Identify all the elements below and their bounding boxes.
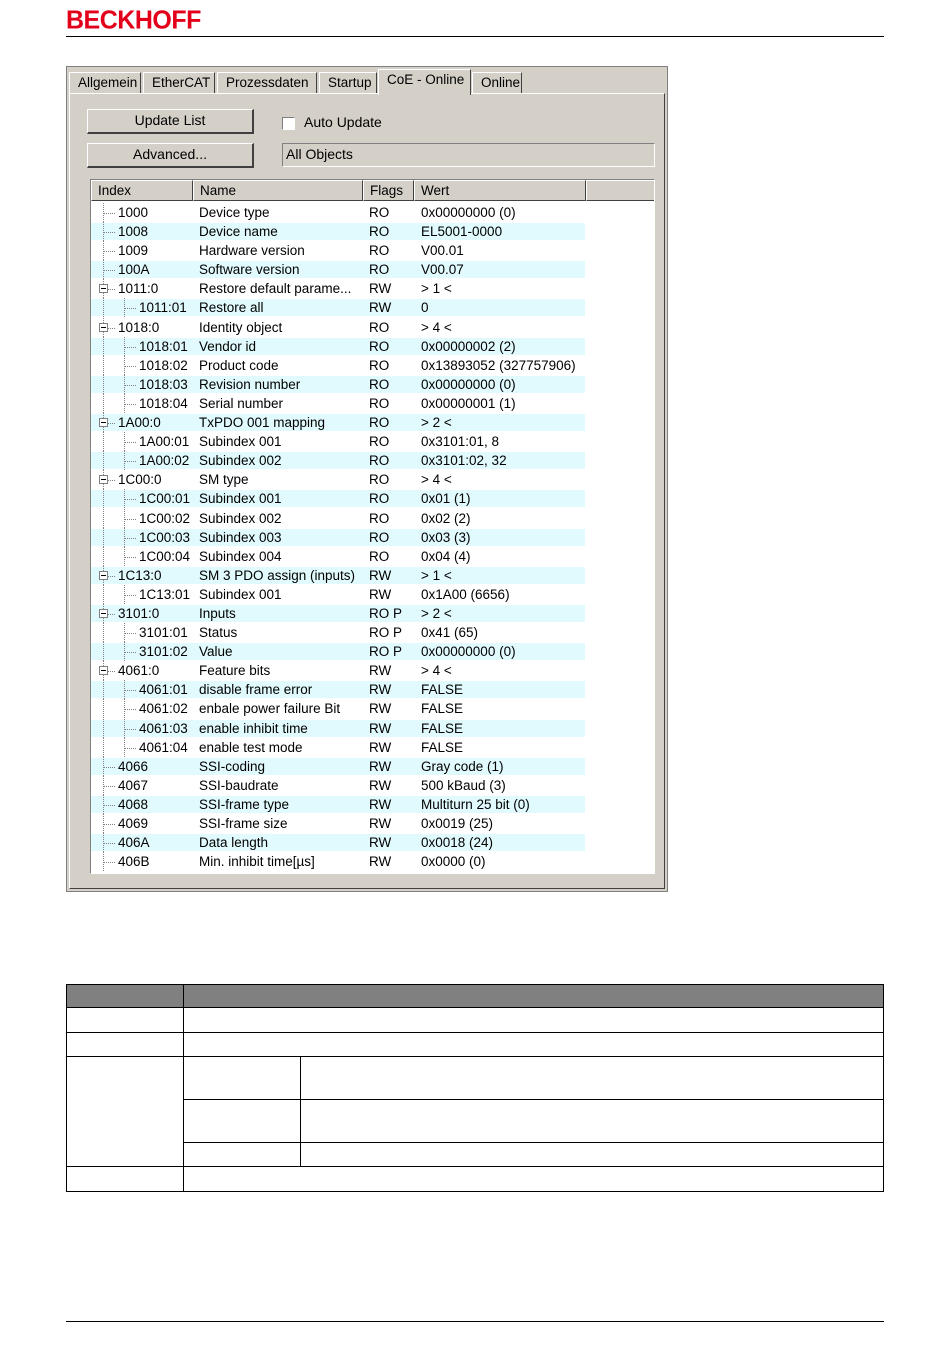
row-name: Subindex 003 bbox=[199, 529, 282, 545]
object-row[interactable] bbox=[91, 776, 654, 795]
tree-line bbox=[124, 652, 136, 653]
row-value: FALSE bbox=[421, 682, 464, 698]
row-index: 4066 bbox=[118, 758, 149, 774]
object-row[interactable] bbox=[91, 222, 654, 241]
collapse-icon[interactable] bbox=[99, 323, 108, 332]
row-flags: RO bbox=[369, 548, 390, 564]
row-flags: RO bbox=[369, 510, 390, 526]
tree-line bbox=[103, 394, 104, 413]
row-value: 0x13893052 (327757906) bbox=[421, 357, 576, 373]
row-name: Feature bits bbox=[199, 663, 271, 679]
row-name: Software version bbox=[199, 262, 300, 278]
row-value: 0x41 (65) bbox=[421, 625, 479, 641]
column-header-index[interactable]: Index bbox=[91, 180, 193, 201]
row-flags: RO bbox=[369, 453, 390, 469]
tree-line bbox=[124, 442, 136, 443]
row-background bbox=[91, 261, 585, 278]
row-value: > 2 < bbox=[421, 605, 452, 621]
object-row[interactable] bbox=[91, 260, 654, 279]
row-index: 406B bbox=[118, 854, 150, 870]
row-index: 3101:02 bbox=[139, 644, 188, 660]
row-value: EL5001-0000 bbox=[421, 224, 503, 240]
object-row[interactable] bbox=[91, 470, 654, 489]
row-index: 1A00:0 bbox=[118, 415, 161, 431]
row-name: SSI-frame type bbox=[199, 796, 290, 812]
row-name: Restore default parame... bbox=[199, 281, 352, 297]
row-value: FALSE bbox=[421, 739, 464, 755]
table-cell bbox=[67, 1057, 184, 1167]
tree-line bbox=[124, 404, 136, 405]
tree-line bbox=[103, 337, 104, 356]
row-value: FALSE bbox=[421, 701, 464, 717]
row-value: 0x00000001 (1) bbox=[421, 395, 516, 411]
row-value: 0x04 (4) bbox=[421, 548, 471, 564]
tree-line bbox=[124, 709, 136, 710]
row-name: Vendor id bbox=[199, 338, 257, 354]
row-index: 1A00:01 bbox=[139, 434, 190, 450]
row-name: Subindex 004 bbox=[199, 548, 282, 564]
row-name: Serial number bbox=[199, 395, 284, 411]
object-row[interactable] bbox=[91, 241, 654, 260]
object-row[interactable] bbox=[91, 833, 654, 852]
row-value: 0x1A00 (6656) bbox=[421, 586, 510, 602]
auto-update-checkbox[interactable] bbox=[282, 117, 295, 130]
row-background bbox=[91, 242, 585, 259]
row-value: 0x03 (3) bbox=[421, 529, 471, 545]
row-index: 1000 bbox=[118, 205, 149, 220]
table-cell bbox=[184, 1143, 301, 1167]
row-flags: RO bbox=[369, 415, 390, 431]
row-flags: RO bbox=[369, 357, 390, 373]
row-value: > 1 < bbox=[421, 567, 452, 583]
row-flags: RO bbox=[369, 376, 390, 392]
row-flags: RW bbox=[369, 854, 392, 870]
table-cell bbox=[301, 1143, 884, 1167]
row-flags: RO P bbox=[369, 605, 403, 621]
row-flags: RO bbox=[369, 205, 390, 220]
auto-update-label: Auto Update bbox=[304, 114, 382, 130]
column-header-flags[interactable]: Flags bbox=[363, 180, 414, 201]
tab-ethercat[interactable]: EtherCAT bbox=[143, 72, 215, 94]
tree-line bbox=[103, 738, 104, 757]
row-flags: RW bbox=[369, 739, 392, 755]
row-value: Multiturn 25 bit (0) bbox=[421, 796, 530, 812]
row-value: V00.01 bbox=[421, 243, 464, 259]
row-value: 0 bbox=[421, 300, 429, 316]
header-rule bbox=[66, 36, 884, 37]
row-index: 4061:0 bbox=[118, 663, 160, 679]
row-name: Subindex 002 bbox=[199, 510, 282, 526]
tree-line bbox=[103, 270, 115, 271]
tree-line bbox=[103, 356, 104, 375]
row-flags: RW bbox=[369, 796, 392, 812]
row-flags: RW bbox=[369, 281, 392, 297]
row-flags: RW bbox=[369, 720, 392, 736]
object-row[interactable] bbox=[91, 719, 654, 738]
row-background bbox=[91, 662, 585, 679]
tree-line bbox=[124, 729, 136, 730]
row-value: > 2 < bbox=[421, 415, 452, 431]
row-name: SM 3 PDO assign (inputs) bbox=[199, 567, 356, 583]
row-index: 1C00:0 bbox=[118, 472, 162, 488]
tab-panel bbox=[69, 93, 665, 889]
row-value: > 4 < bbox=[421, 663, 452, 679]
tree-line bbox=[103, 862, 115, 863]
table-cell bbox=[301, 1100, 884, 1143]
object-row[interactable] bbox=[91, 509, 654, 528]
tab-startup[interactable]: Startup bbox=[319, 72, 377, 94]
tree-line bbox=[103, 489, 104, 508]
object-row[interactable] bbox=[91, 585, 654, 604]
row-index: 4061:03 bbox=[139, 720, 188, 736]
object-row[interactable] bbox=[91, 738, 654, 757]
row-index: 4061:02 bbox=[139, 701, 188, 717]
row-background bbox=[91, 853, 585, 870]
row-background bbox=[91, 319, 585, 336]
object-row[interactable] bbox=[91, 757, 654, 776]
row-value: 0x02 (2) bbox=[421, 510, 471, 526]
object-row[interactable] bbox=[91, 394, 654, 413]
tree-line bbox=[103, 824, 115, 825]
object-row[interactable] bbox=[91, 623, 654, 642]
table-cell bbox=[184, 1033, 884, 1057]
tab-coe-online[interactable]: CoE - Online bbox=[378, 69, 471, 95]
collapse-icon[interactable] bbox=[99, 666, 108, 675]
row-value: 0x3101:01, 8 bbox=[421, 434, 500, 450]
row-value: 0x01 (1) bbox=[421, 491, 471, 507]
tree-line bbox=[124, 633, 136, 634]
row-value: > 4 < bbox=[421, 472, 452, 488]
row-background bbox=[91, 815, 585, 832]
row-background bbox=[91, 605, 585, 622]
tree-line bbox=[103, 213, 115, 214]
row-flags: RW bbox=[369, 758, 392, 774]
row-value: 0x0018 (24) bbox=[421, 835, 494, 851]
tab-online[interactable]: Online bbox=[472, 72, 522, 94]
row-flags: RW bbox=[369, 663, 392, 679]
row-value: 0x00000000 (0) bbox=[421, 376, 516, 392]
tree-line bbox=[124, 308, 136, 309]
tree-line bbox=[103, 451, 104, 470]
tree-line bbox=[124, 519, 136, 520]
row-flags: RO bbox=[369, 224, 390, 240]
tab-allgemein[interactable]: Allgemein bbox=[69, 72, 141, 94]
column-header-name[interactable]: Name bbox=[193, 180, 363, 201]
object-row[interactable] bbox=[91, 699, 654, 718]
row-index: 4067 bbox=[118, 777, 149, 793]
tree-line bbox=[103, 528, 104, 547]
tree-line bbox=[124, 557, 136, 558]
column-header-value[interactable]: Wert bbox=[414, 180, 586, 201]
row-background bbox=[91, 471, 585, 488]
tree-line bbox=[103, 509, 104, 528]
row-flags: RO bbox=[369, 434, 390, 450]
table-cell bbox=[67, 1167, 184, 1192]
row-value: Gray code (1) bbox=[421, 758, 504, 774]
tree-line bbox=[103, 432, 104, 451]
tree-line bbox=[124, 461, 136, 462]
object-row[interactable] bbox=[91, 413, 654, 432]
row-name: Subindex 001 bbox=[199, 434, 282, 450]
row-name: Inputs bbox=[199, 605, 236, 621]
row-index: 1C00:02 bbox=[139, 510, 191, 526]
tree-line bbox=[103, 232, 115, 233]
tree-line bbox=[124, 499, 136, 500]
row-index: 1C00:01 bbox=[139, 491, 191, 507]
tree-line bbox=[124, 385, 136, 386]
object-row[interactable] bbox=[91, 604, 654, 623]
object-row[interactable] bbox=[91, 356, 654, 375]
row-index: 100A bbox=[118, 262, 150, 278]
object-row[interactable] bbox=[91, 432, 654, 451]
row-flags: RO bbox=[369, 262, 390, 278]
row-index: 1018:01 bbox=[139, 338, 188, 354]
tree-line bbox=[103, 623, 104, 642]
row-name: Restore all bbox=[199, 300, 264, 316]
footer-rule bbox=[66, 1321, 884, 1322]
tree-line bbox=[103, 547, 104, 566]
row-name: Status bbox=[199, 625, 238, 641]
object-row[interactable] bbox=[91, 489, 654, 508]
row-name: Subindex 001 bbox=[199, 491, 282, 507]
row-flags: RO P bbox=[369, 625, 403, 641]
row-flags: RW bbox=[369, 701, 392, 717]
collapse-icon[interactable] bbox=[99, 475, 108, 484]
row-name: Subindex 001 bbox=[199, 586, 282, 602]
table-cell bbox=[184, 1057, 301, 1100]
row-flags: RW bbox=[369, 586, 392, 602]
row-index: 1009 bbox=[118, 243, 149, 259]
row-background bbox=[91, 777, 585, 794]
row-value: 500 kBaud (3) bbox=[421, 777, 506, 793]
row-flags: RW bbox=[369, 682, 392, 698]
collapse-icon[interactable] bbox=[99, 609, 108, 618]
tree-line bbox=[124, 690, 136, 691]
row-name: Revision number bbox=[199, 376, 301, 392]
row-value: 0x00000000 (0) bbox=[421, 644, 516, 660]
row-name: disable frame error bbox=[199, 682, 313, 698]
tree-line bbox=[103, 642, 104, 661]
tree-line bbox=[103, 699, 104, 718]
row-value: 0x3101:02, 32 bbox=[421, 453, 507, 469]
tree-line bbox=[124, 347, 136, 348]
coe-online-dialog bbox=[66, 66, 668, 892]
row-value: 0x00000000 (0) bbox=[421, 205, 516, 220]
table-cell bbox=[184, 1100, 301, 1143]
row-flags: RO bbox=[369, 395, 390, 411]
column-header-filler bbox=[586, 180, 655, 201]
tree-line bbox=[124, 595, 136, 596]
advanced-button[interactable]: Advanced... bbox=[87, 143, 254, 168]
tree-line bbox=[103, 298, 104, 317]
row-name: Value bbox=[199, 644, 233, 660]
row-flags: RO bbox=[369, 491, 390, 507]
row-flags: RW bbox=[369, 816, 392, 831]
table-cell bbox=[184, 1008, 884, 1033]
row-index: 1011:01 bbox=[139, 300, 187, 316]
row-name: Min. inhibit time[µs] bbox=[199, 854, 315, 870]
row-flags: RW bbox=[369, 777, 392, 793]
beckhoff-logo: BECKHOFF bbox=[66, 5, 201, 35]
collapse-icon[interactable] bbox=[99, 418, 108, 427]
row-background bbox=[91, 758, 585, 775]
row-flags: RO bbox=[369, 472, 390, 488]
row-flags: RW bbox=[369, 835, 392, 851]
tree-line bbox=[103, 375, 104, 394]
object-row[interactable] bbox=[91, 661, 654, 680]
row-background bbox=[91, 414, 585, 431]
object-row[interactable] bbox=[91, 547, 654, 566]
object-row[interactable] bbox=[91, 566, 654, 585]
row-index: 1C13:0 bbox=[118, 567, 162, 583]
row-name: SM type bbox=[199, 472, 249, 488]
object-row[interactable] bbox=[91, 642, 654, 661]
tree-line bbox=[124, 748, 136, 749]
table-header-cell bbox=[184, 985, 884, 1008]
object-list[interactable] bbox=[90, 179, 655, 874]
row-name: SSI-frame size bbox=[199, 816, 288, 831]
row-name: Hardware version bbox=[199, 243, 305, 259]
row-index: 4061:04 bbox=[139, 739, 188, 755]
tree-line bbox=[124, 538, 136, 539]
tree-line bbox=[103, 786, 115, 787]
objects-filter-field[interactable]: All Objects bbox=[282, 143, 655, 167]
table-cell bbox=[67, 1008, 184, 1033]
tree-line bbox=[103, 251, 115, 252]
row-value: > 4 < bbox=[421, 319, 452, 335]
object-row[interactable] bbox=[91, 279, 654, 298]
table-cell bbox=[301, 1057, 884, 1100]
row-name: SSI-baudrate bbox=[199, 777, 279, 793]
row-index: 4061:01 bbox=[139, 682, 188, 698]
table-cell bbox=[67, 1033, 184, 1057]
row-index: 3101:0 bbox=[118, 605, 160, 621]
row-value: 0x0019 (25) bbox=[421, 816, 494, 831]
table-cell bbox=[184, 1167, 884, 1192]
row-flags: RO bbox=[369, 319, 390, 335]
object-row[interactable] bbox=[91, 203, 654, 222]
object-row[interactable] bbox=[91, 318, 654, 337]
tab-prozessdaten[interactable]: Prozessdaten bbox=[217, 72, 317, 94]
row-index: 4069 bbox=[118, 816, 149, 831]
row-name: enable inhibit time bbox=[199, 720, 308, 736]
row-name: enable test mode bbox=[199, 739, 303, 755]
row-index: 1018:02 bbox=[139, 357, 188, 373]
row-name: TxPDO 001 mapping bbox=[199, 415, 326, 431]
row-name: Device name bbox=[199, 224, 278, 240]
object-row[interactable] bbox=[91, 814, 654, 833]
object-rows bbox=[91, 203, 654, 871]
row-name: Data length bbox=[199, 835, 269, 851]
row-name: Subindex 002 bbox=[199, 453, 282, 469]
object-row[interactable] bbox=[91, 795, 654, 814]
row-value: 0x00000002 (2) bbox=[421, 338, 516, 354]
tree-line bbox=[103, 767, 115, 768]
row-flags: RO bbox=[369, 338, 390, 354]
row-index: 1018:0 bbox=[118, 319, 160, 335]
row-value: FALSE bbox=[421, 720, 464, 736]
row-flags: RW bbox=[369, 300, 392, 316]
row-index: 1018:03 bbox=[139, 376, 188, 392]
row-name: enbale power failure Bit bbox=[199, 701, 341, 717]
tree-line bbox=[103, 680, 104, 699]
collapse-icon[interactable] bbox=[99, 571, 108, 580]
row-name: Identity object bbox=[199, 319, 283, 335]
object-row[interactable] bbox=[91, 680, 654, 699]
row-flags: RO bbox=[369, 529, 390, 545]
row-value: 0x0000 (0) bbox=[421, 854, 486, 870]
row-flags: RO bbox=[369, 243, 390, 259]
row-index: 406A bbox=[118, 835, 150, 851]
row-background bbox=[91, 223, 585, 240]
object-row[interactable] bbox=[91, 852, 654, 871]
row-flags: RW bbox=[369, 567, 392, 583]
row-index: 1C00:03 bbox=[139, 529, 191, 545]
tree-line bbox=[103, 805, 115, 806]
object-row[interactable] bbox=[91, 337, 654, 356]
update-list-button[interactable]: Update List bbox=[87, 109, 254, 134]
object-row[interactable] bbox=[91, 451, 654, 470]
row-index: 1A00:02 bbox=[139, 453, 190, 469]
row-name: SSI-coding bbox=[199, 758, 266, 774]
tree-line bbox=[124, 366, 136, 367]
row-index: 1018:04 bbox=[139, 395, 188, 411]
row-flags: RO P bbox=[369, 644, 403, 660]
row-background bbox=[91, 834, 585, 851]
row-index: 4068 bbox=[118, 796, 149, 812]
tree-line bbox=[103, 843, 115, 844]
object-row[interactable] bbox=[91, 528, 654, 547]
tree-line bbox=[103, 719, 104, 738]
row-index: 1C00:04 bbox=[139, 548, 191, 564]
tree-line bbox=[103, 585, 104, 604]
row-index: 3101:01 bbox=[139, 625, 188, 641]
row-name: Device type bbox=[199, 205, 270, 220]
row-index: 1008 bbox=[118, 224, 149, 240]
row-index: 1011:0 bbox=[118, 281, 159, 297]
object-row[interactable] bbox=[91, 375, 654, 394]
row-value: > 1 < bbox=[421, 281, 452, 297]
parameter-table bbox=[66, 984, 884, 1192]
row-value: V00.07 bbox=[421, 262, 464, 278]
row-index: 1C13:01 bbox=[139, 586, 191, 602]
object-row[interactable] bbox=[91, 298, 654, 317]
table-header-cell bbox=[67, 985, 184, 1008]
collapse-icon[interactable] bbox=[99, 284, 108, 293]
row-name: Product code bbox=[199, 357, 279, 373]
